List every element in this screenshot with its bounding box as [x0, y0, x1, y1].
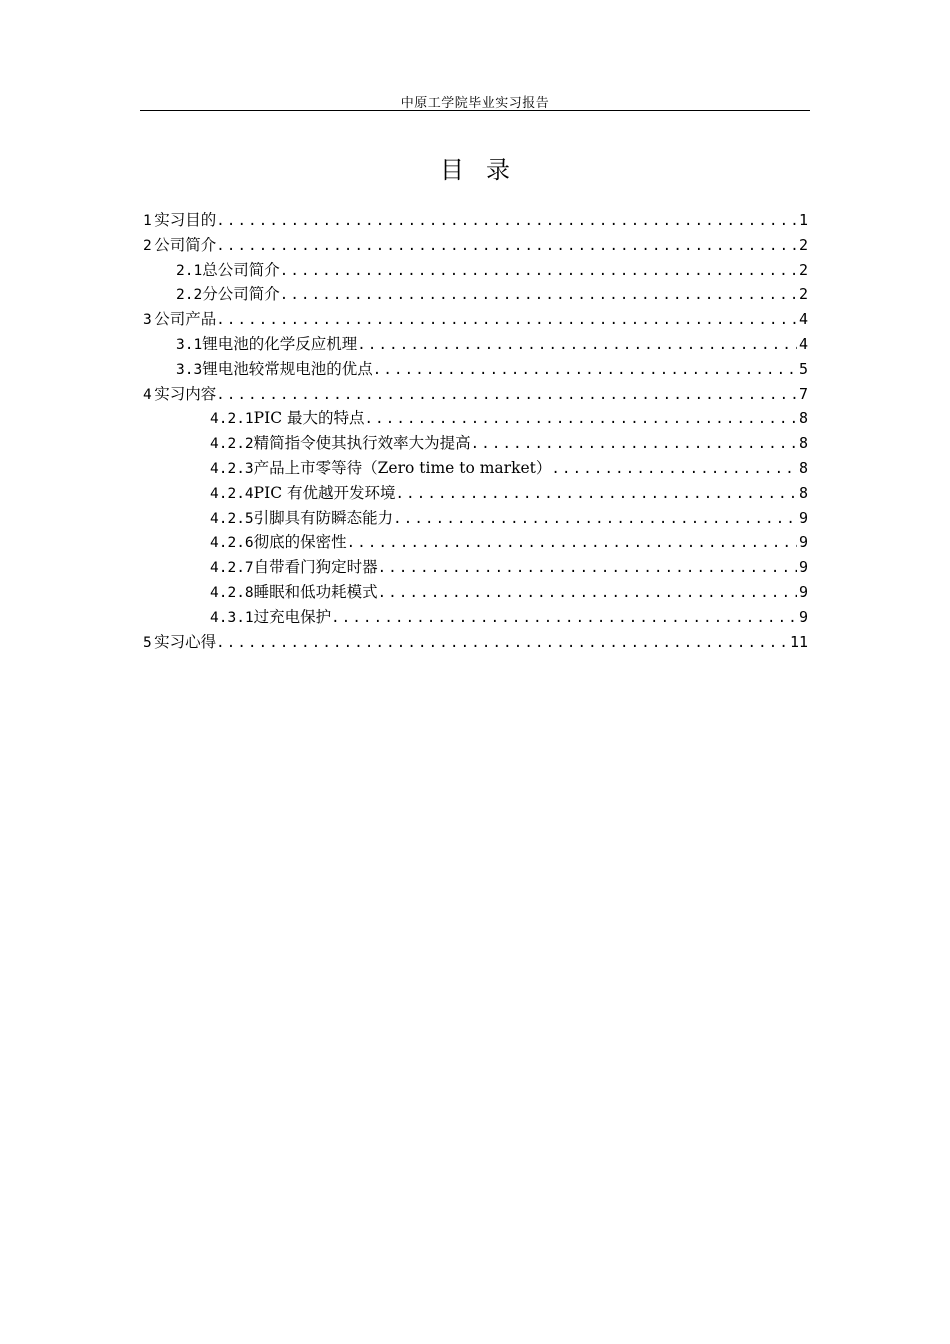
- toc-entry-title: 实习内容: [154, 384, 217, 403]
- toc-entry[interactable]: [140, 233, 808, 258]
- toc-entry[interactable]: [140, 258, 808, 283]
- toc-entry-title: 实习目的: [154, 211, 217, 229]
- toc-entry-number: 4.2.7: [210, 560, 254, 577]
- toc-entry-page: 8: [798, 483, 808, 502]
- toc-entry-page: 9: [798, 533, 808, 552]
- toc-entry-title: 彻底的保密性: [253, 533, 347, 552]
- toc-entry[interactable]: [140, 406, 808, 431]
- running-header: 中原工学院毕业实习报告: [400, 96, 550, 111]
- toc-entry-title: 过充电保护: [253, 607, 332, 626]
- toc-entry-page: 9: [798, 558, 808, 577]
- toc-entry[interactable]: [140, 456, 808, 481]
- toc-entry-number: 5: [143, 634, 152, 651]
- toc-entry-title: PIC 有优越开发环境: [253, 483, 396, 502]
- toc-entry-number: 4.2.3: [210, 460, 254, 477]
- toc-entry[interactable]: [140, 481, 808, 506]
- toc-entry-number: 2.2: [176, 287, 203, 304]
- toc-entry-number: 4.2.8: [210, 584, 254, 601]
- toc-entry-number: 3.1: [176, 336, 203, 353]
- toc-entry-page: 8: [798, 409, 808, 428]
- toc-entry-title: 自带看门狗定时器: [253, 558, 378, 577]
- toc-leader-dots: [378, 556, 797, 581]
- toc-leader-dots: [216, 209, 797, 234]
- toc-entry-title: 公司简介: [154, 235, 217, 254]
- toc-entry-page: 5: [798, 359, 808, 378]
- toc-entry-title: 实习心得: [154, 632, 217, 651]
- toc-entry[interactable]: [140, 630, 808, 655]
- toc-entry-page: 9: [798, 508, 808, 527]
- toc-leader-dots: [378, 581, 797, 606]
- toc-entry[interactable]: [140, 530, 808, 555]
- toc-leader-dots: [216, 234, 797, 259]
- toc-leader-dots: [365, 407, 797, 432]
- toc-entry[interactable]: [140, 580, 808, 605]
- toc-leader-dots: [357, 333, 797, 358]
- toc-entry-title: 总公司简介: [202, 260, 280, 279]
- toc-leader-dots: [471, 432, 797, 457]
- toc-entry-title: PIC 最大的特点: [253, 409, 365, 428]
- toc-entry-page: 8: [798, 434, 808, 453]
- toc-entry[interactable]: [140, 307, 808, 332]
- toc-leader-dots: [373, 358, 797, 383]
- toc-leader-dots: [347, 531, 797, 556]
- toc-entry-page: 11: [789, 632, 808, 651]
- toc-leader-dots: [396, 482, 797, 507]
- toc-title: 目录: [440, 156, 532, 184]
- toc-entry-page: 2: [798, 235, 808, 254]
- toc-entry-page: 2: [798, 260, 808, 279]
- toc-entry-title: 锂电池的化学反应机理: [202, 334, 358, 353]
- toc-entry[interactable]: [140, 431, 808, 456]
- toc-leader-dots: [331, 606, 797, 631]
- toc-entry[interactable]: [140, 605, 808, 630]
- toc-entry-number: 4.2.4: [210, 485, 254, 502]
- toc-entry-title: 分公司简介: [202, 285, 280, 304]
- toc-entry-page: 2: [798, 285, 808, 304]
- toc-entry-number: 4: [143, 386, 152, 403]
- toc-entry-number: 1: [143, 213, 152, 229]
- toc-entry[interactable]: [140, 382, 808, 407]
- toc-entry[interactable]: [140, 332, 808, 357]
- toc-entry-page: 4: [798, 310, 808, 329]
- toc-entry[interactable]: [140, 282, 808, 307]
- toc-entry-number: 4.2.5: [210, 510, 254, 527]
- toc-entry-page: 9: [798, 607, 808, 626]
- toc-entry-title: 引脚具有防瞬态能力: [253, 508, 394, 527]
- toc-leader-dots: [216, 308, 797, 333]
- toc-entry-page: 9: [798, 582, 808, 601]
- toc-entry[interactable]: [140, 357, 808, 382]
- toc-entry-number: 2: [143, 237, 152, 254]
- table-of-contents: [140, 208, 808, 654]
- toc-entry-number: 4.2.1: [210, 411, 254, 428]
- toc-leader-dots: [280, 259, 797, 284]
- toc-entry-number: 2.1: [176, 262, 203, 279]
- toc-entry[interactable]: [140, 506, 808, 531]
- toc-entry-number: 4.2.2: [210, 436, 254, 453]
- toc-entry-page: 1: [798, 211, 808, 229]
- toc-leader-dots: [280, 283, 797, 308]
- toc-entry-number: 3: [143, 312, 152, 329]
- toc-entry-title: 产品上市零等待（Zero time to market）: [253, 458, 552, 477]
- toc-entry-title: 精简指令使其执行效率大为提高: [253, 434, 471, 453]
- toc-entry-number: 4.2.6: [210, 535, 254, 552]
- toc-leader-dots: [393, 507, 797, 532]
- toc-entry[interactable]: [140, 555, 808, 580]
- toc-entry-page: 7: [798, 384, 808, 403]
- toc-entry-number: 4.3.1: [210, 609, 254, 626]
- toc-entry-number: 3.3: [176, 361, 203, 378]
- toc-leader-dots: [216, 383, 797, 408]
- toc-leader-dots: [551, 457, 797, 482]
- toc-entry-title: 睡眠和低功耗模式: [253, 582, 378, 601]
- toc-entry-title: 锂电池较常规电池的优点: [202, 359, 373, 378]
- toc-entry-title: 公司产品: [154, 310, 217, 329]
- header-rule: [140, 110, 810, 111]
- toc-entry-page: 4: [798, 334, 808, 353]
- toc-entry[interactable]: [140, 208, 808, 233]
- toc-leader-dots: [216, 631, 788, 656]
- toc-entry-page: 8: [798, 458, 808, 477]
